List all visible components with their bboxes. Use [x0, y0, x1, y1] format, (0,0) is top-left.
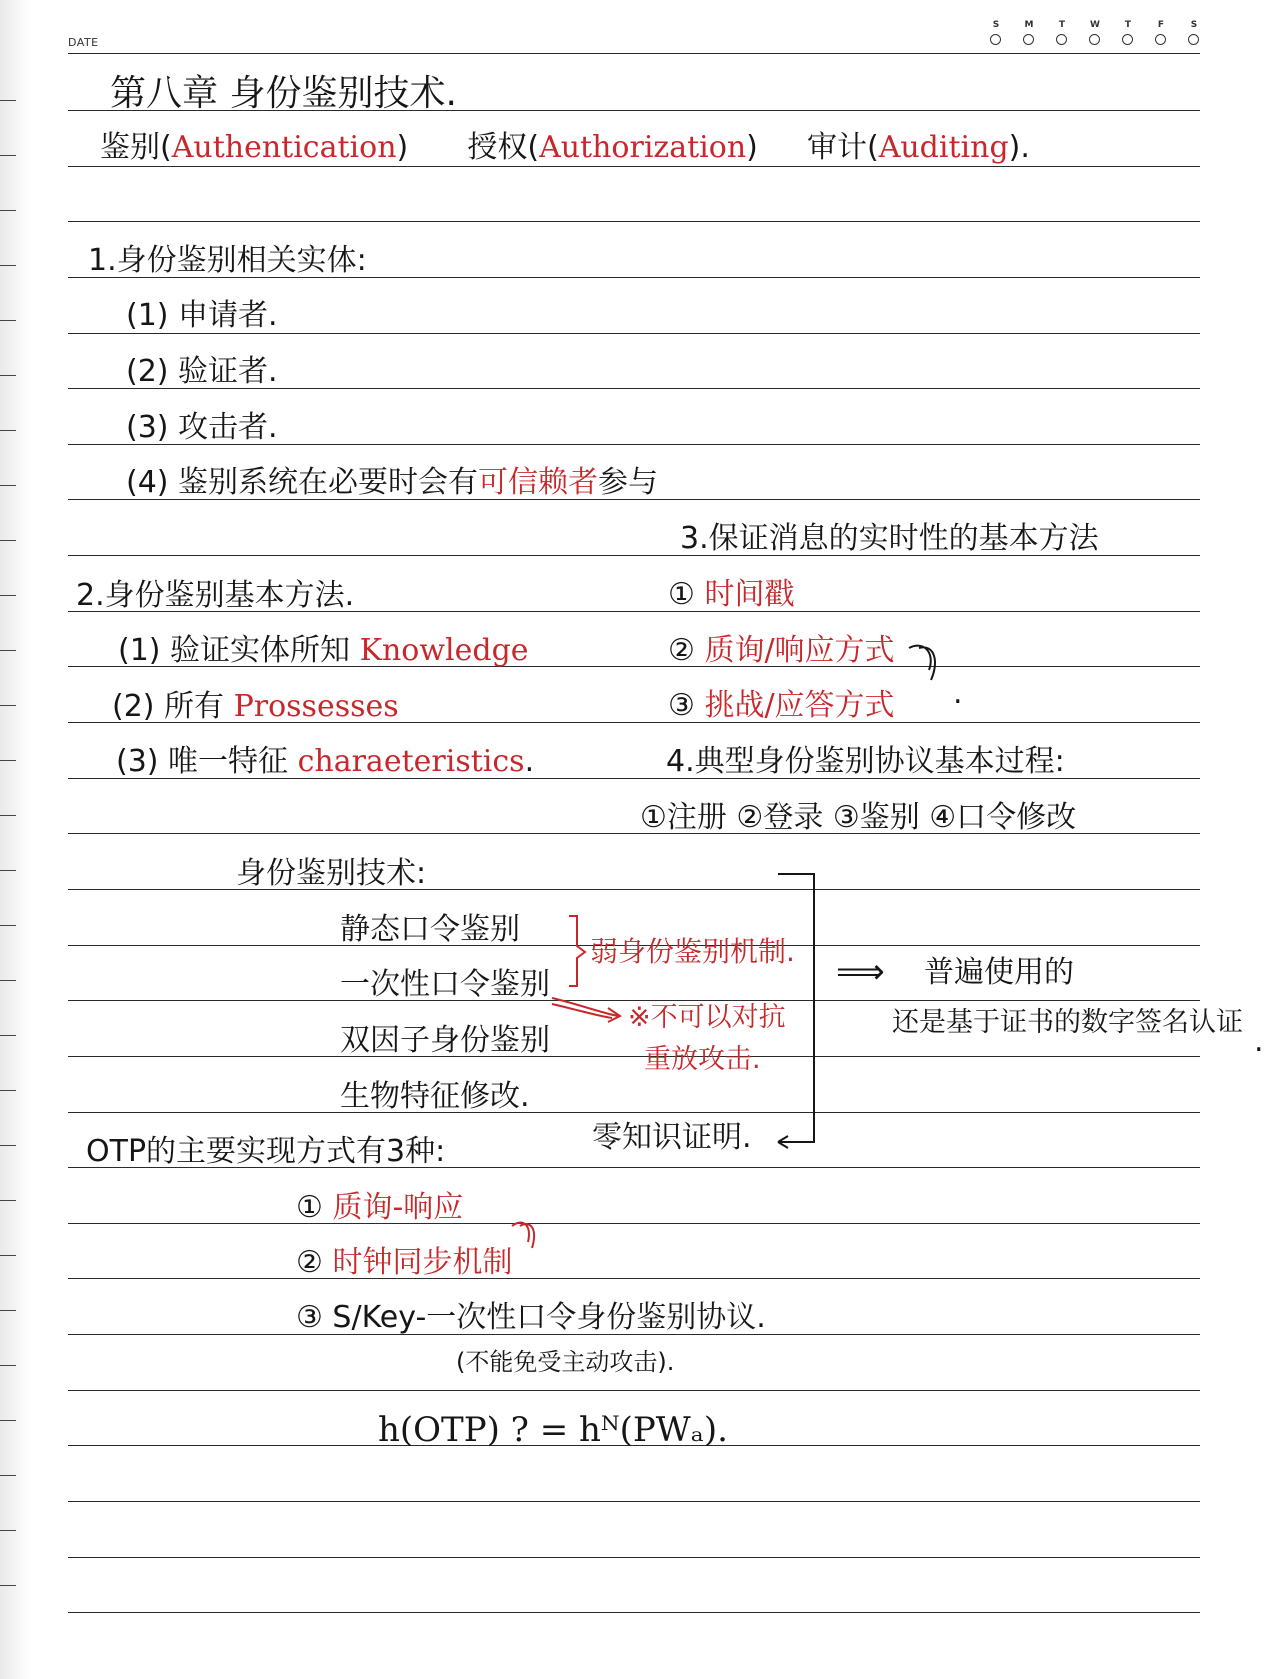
tech-item: 零知识证明.: [592, 1120, 752, 1155]
authz-close: ): [746, 130, 758, 165]
day-circle-icon: [1188, 34, 1199, 45]
section-2-item-cn: (1) 验证实体所知: [118, 633, 351, 668]
circled-number: ②: [296, 1245, 323, 1280]
section-3-item-text: 挑战/应答方式: [704, 688, 895, 723]
circled-number: ①: [668, 577, 695, 612]
section-3-dot: .: [953, 676, 963, 711]
section-2-item-dot: .: [524, 744, 535, 779]
auth-cn: 鉴别(: [100, 130, 172, 165]
auth-close: ): [396, 130, 409, 165]
section-2-item-en: charaeteristics: [297, 744, 525, 779]
authz-cn: 授权(: [467, 130, 540, 165]
tech-item: 静态口令鉴别: [340, 912, 520, 947]
section-2-item: [118, 633, 529, 669]
day-label: F: [1157, 20, 1165, 30]
otp-heading: OTP的主要实现方式有3种:: [86, 1134, 446, 1169]
chapter-title: 第八章 身份鉴别技术.: [110, 73, 457, 114]
day-circle-icon: [1155, 34, 1166, 45]
section-3-heading: 3.保证消息的实时性的基本方法: [680, 521, 1099, 556]
section-2-item-cn: (3) 唯一特征: [116, 744, 289, 779]
common-use-dot: .: [1254, 1024, 1264, 1059]
otp-item-text: 质询-响应: [332, 1190, 464, 1225]
section-2-item: [116, 744, 534, 780]
section-3-item: [668, 633, 895, 669]
bracket-mark-icon: [905, 640, 945, 700]
otp-formula: h(OTP) ? = hᴺ(PWₐ).: [378, 1410, 728, 1450]
section-3-item-text: 时间戳: [704, 577, 795, 612]
section-1-item-tail: 参与: [598, 465, 659, 500]
day-circle-icon: [990, 34, 1001, 45]
tech-item: 一次性口令鉴别: [340, 967, 550, 1002]
tech-item: 双因子身份鉴别: [340, 1023, 550, 1058]
section-1-item: (1) 申请者.: [126, 298, 278, 333]
otp-item-text: 时钟同步机制: [332, 1245, 513, 1280]
common-use-line-1: 普遍使用的: [924, 955, 1074, 990]
weak-mechanism-note: 弱身份鉴别机制.: [590, 935, 795, 968]
section-1-item: (2) 验证者.: [126, 354, 278, 389]
section-2-item-en: Prossesses: [233, 689, 399, 724]
replay-note-line-2: 重放攻击.: [644, 1044, 761, 1075]
section-2-item-cn: (2) 所有: [112, 689, 225, 724]
otp-item: [296, 1245, 512, 1281]
trusted-party-highlight: 可信赖者: [478, 465, 599, 500]
otp-note: (不能免受主动攻击).: [456, 1348, 675, 1376]
auth-en: Authentication: [171, 130, 397, 165]
audit-cn: 审计(: [806, 130, 879, 165]
date-label: DATE: [68, 36, 99, 49]
big-bracket-icon: [770, 866, 830, 1156]
day-circle-icon: [1089, 34, 1100, 45]
section-2-item: [112, 689, 399, 725]
page-edge-shadow: [0, 0, 30, 1679]
otp-item-text: ③ S/Key-一次性口令身份鉴别协议: [296, 1300, 757, 1335]
otp-item: [296, 1300, 766, 1336]
weekday-selector: [988, 20, 1208, 50]
otp-item: [296, 1190, 463, 1226]
circled-number: ③: [668, 688, 695, 723]
day-label: S: [1190, 20, 1198, 30]
circled-number: ②: [668, 633, 695, 668]
section-2-item-en: Knowledge: [359, 633, 529, 668]
day-circle-icon: [1122, 34, 1133, 45]
section-3-item-text: 质询/响应方式: [704, 633, 895, 668]
day-label: T: [1124, 20, 1132, 30]
day-label: M: [1024, 20, 1034, 30]
section-1-item-text: (4) 鉴别系统在必要时会有: [126, 465, 479, 500]
day-label: S: [992, 20, 1000, 30]
day-circle-icon: [1056, 34, 1067, 45]
section-4-steps: ①注册 ②登录 ③鉴别 ④口令修改: [640, 800, 1077, 835]
common-use-line-2: 还是基于证书的数字签名认证: [892, 1007, 1243, 1038]
red-arrow-icon: [548, 990, 628, 1030]
section-1-item: (3) 攻击者.: [126, 410, 278, 445]
aaa-line: [100, 130, 1030, 166]
section-2-heading: 2.身份鉴别基本方法.: [76, 578, 355, 613]
tech-heading: 身份鉴别技术:: [236, 856, 427, 891]
day-label: W: [1090, 20, 1100, 30]
audit-close: ).: [1008, 130, 1030, 165]
day-circle-icon: [1023, 34, 1034, 45]
section-1-heading: 1.身份鉴别相关实体:: [88, 243, 367, 278]
audit-en: Auditing: [878, 130, 1009, 165]
tech-item: 生物特征修改.: [340, 1079, 530, 1114]
authz-en: Authorization: [539, 130, 747, 165]
section-3-item: [668, 577, 794, 613]
circled-number: ①: [296, 1190, 323, 1225]
section-1-item: [126, 465, 658, 501]
day-label: T: [1058, 20, 1066, 30]
section-4-heading: 4.典型身份鉴别协议基本过程:: [666, 744, 1065, 779]
section-3-item: [668, 688, 895, 724]
implies-arrow-icon: ⟹: [836, 952, 885, 992]
otp-item-dot: .: [756, 1300, 766, 1335]
bracket-mark-icon: [510, 1218, 540, 1254]
replay-note-line-1: ※不可以对抗: [628, 1002, 786, 1033]
